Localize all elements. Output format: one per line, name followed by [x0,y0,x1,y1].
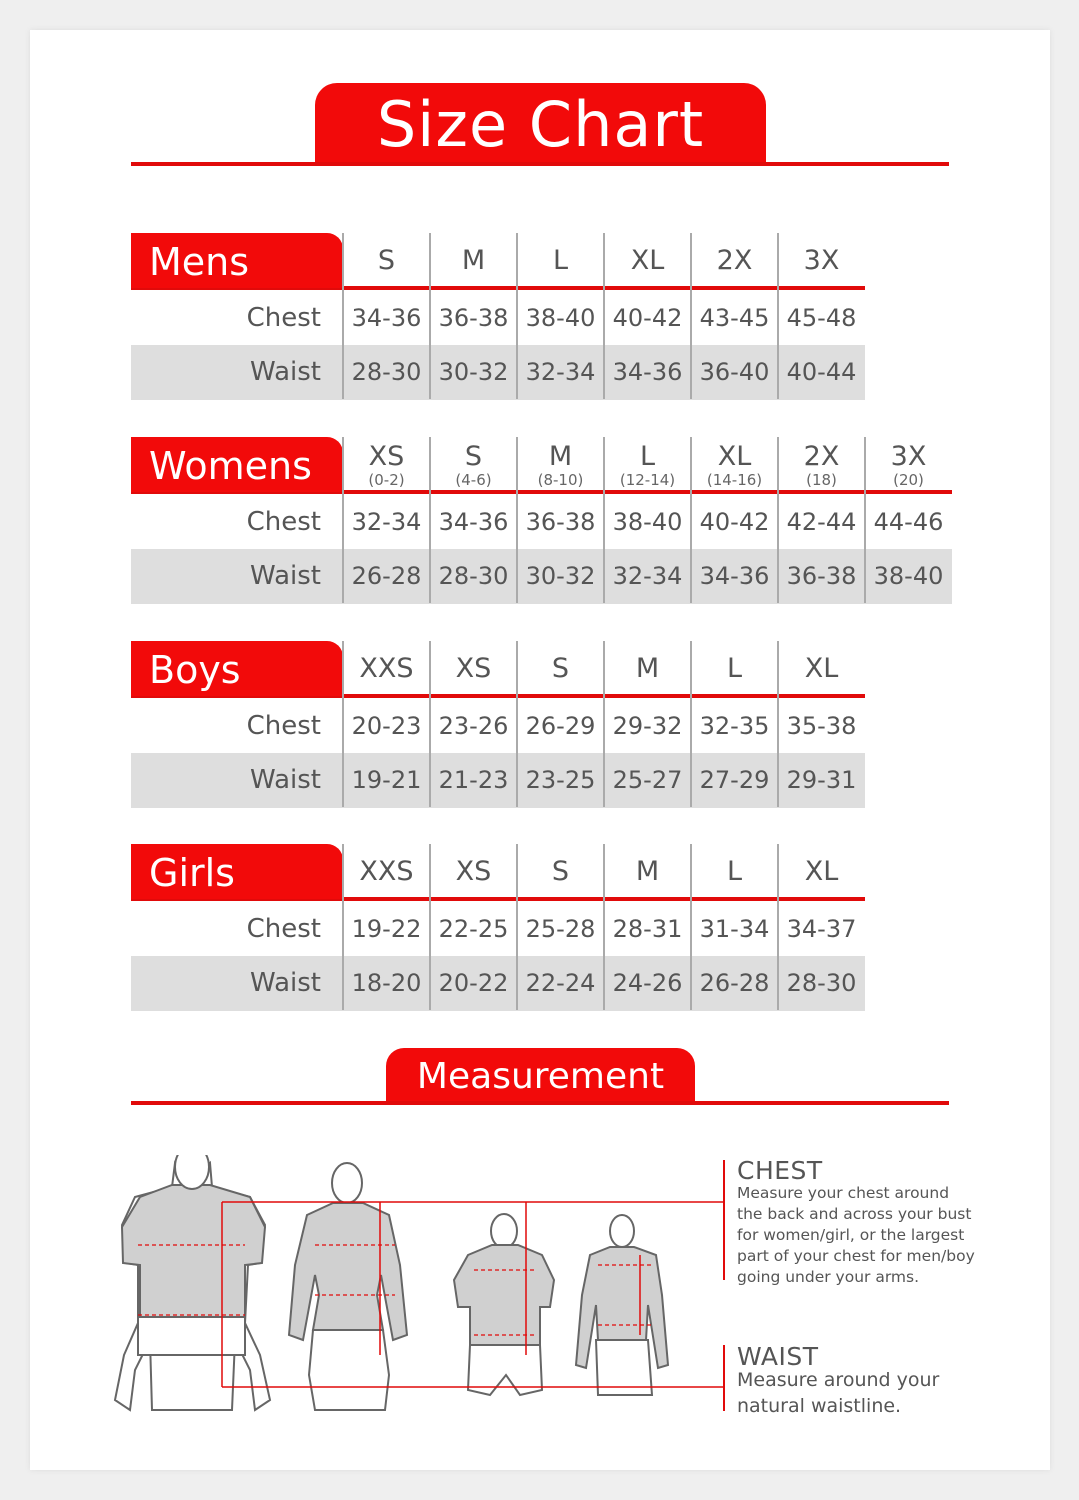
row-label: Chest [246,507,321,537]
size-header: S [551,856,570,887]
size-label: 2X [803,441,840,472]
measurement-cell: 29-31 [786,766,857,794]
chest-note-line: the back and across your bust [737,1205,972,1223]
size-header: M [635,856,660,887]
measurement-cell: 34-36 [612,358,683,386]
measurement-cell: 23-26 [438,712,509,740]
size-header [691,437,778,492]
measurement-cell: 40-42 [612,304,683,332]
size-header [865,437,952,492]
measurement-cell: 45-48 [786,304,857,332]
chest-note-bar [723,1160,725,1280]
size-header: XXS [359,856,414,887]
measurement-cell: 38-40 [873,562,944,590]
chest-note-title: CHEST [737,1156,823,1185]
measurement-cell: 38-40 [612,508,683,536]
page-title: Size Chart [315,83,766,165]
boy-figure-icon [454,1214,554,1395]
measurement-cell: 22-24 [525,969,596,997]
measurement-cell: 32-34 [612,562,683,590]
size-range: (14-16) [706,471,763,489]
measurement-cell: 23-25 [525,766,596,794]
chest-note-line: going under your arms. [737,1268,920,1286]
measurement-cell: 26-28 [699,969,770,997]
waist-note-body [737,1367,939,1419]
size-header [517,437,604,492]
size-label: XL [717,441,752,472]
measurement-cell: 25-27 [612,766,683,794]
measurement-cell: 21-23 [438,766,509,794]
measurement-cell: 20-22 [438,969,509,997]
row-label: Chest [246,303,321,333]
table-label: Mens [131,233,343,288]
measurement-cell: 25-28 [525,915,596,943]
row-label: Chest [246,711,321,741]
row-label: Waist [250,357,321,387]
woman-figure-icon [289,1163,407,1410]
measurement-cell: 36-38 [525,508,596,536]
chest-note-line: for women/girl, or the largest [737,1226,965,1244]
measurement-cell: 29-32 [612,712,683,740]
waist-note-bar [723,1345,725,1411]
chest-note-line: Measure your chest around [737,1184,950,1202]
size-header: S [377,245,396,276]
measurement-cell: 22-25 [438,915,509,943]
title-rule [131,162,949,166]
measurement-cell: 34-36 [438,508,509,536]
measurement-cell: 20-23 [351,712,422,740]
waist-note-line: Measure around your [737,1369,940,1391]
body-figures-illustration [110,1155,730,1425]
measurement-cell: 32-35 [699,712,770,740]
size-header: XXS [359,653,414,684]
measurement-cell: 28-30 [438,562,509,590]
man-figure-icon [115,1155,270,1410]
measurement-cell: 36-40 [699,358,770,386]
measurement-cell: 28-30 [786,969,857,997]
size-range: (0-2) [368,471,405,489]
measurement-cell: 34-36 [351,304,422,332]
size-label: 3X [890,441,927,472]
measurement-cell: 28-30 [351,358,422,386]
size-header [604,437,691,492]
size-range: (12-14) [619,471,676,489]
measurement-cell: 34-37 [786,915,857,943]
size-header: L [726,856,743,887]
measurement-cell: 30-32 [438,358,509,386]
measurement-cell: 31-34 [699,915,770,943]
measurement-rule [131,1101,949,1105]
measurement-cell: 19-21 [351,766,422,794]
waist-note-line: natural waistline. [737,1395,902,1417]
size-header [778,437,865,492]
measurement-cell: 27-29 [699,766,770,794]
row-label: Waist [250,561,321,591]
measurement-cell: 38-40 [525,304,596,332]
measurement-cell: 32-34 [351,508,422,536]
measurement-cell: 18-20 [351,969,422,997]
size-header: M [461,245,486,276]
size-header: XL [804,653,839,684]
row-label: Waist [250,765,321,795]
measurement-cell: 26-28 [351,562,422,590]
measurement-cell: 40-44 [786,358,857,386]
chest-note-line: part of your chest for men/boy [737,1247,975,1265]
measurement-cell: 44-46 [873,508,944,536]
size-header [430,437,517,492]
size-header: XS [455,653,492,684]
table-label: Womens [131,437,343,492]
size-header: 2X [716,245,753,276]
size-header: S [551,653,570,684]
measurement-cell: 28-31 [612,915,683,943]
size-range: (4-6) [455,471,492,489]
size-label: S [464,441,483,472]
size-range: (8-10) [537,471,584,489]
measurement-cell: 34-36 [699,562,770,590]
measurement-cell: 30-32 [525,562,596,590]
waist-note-title: WAIST [737,1342,819,1371]
table-label: Boys [131,641,343,696]
row-label: Chest [246,914,321,944]
size-header: M [635,653,660,684]
size-header: XL [804,856,839,887]
measurement-cell: 40-42 [699,508,770,536]
size-label: M [548,441,573,472]
measurement-title: Measurement [386,1048,695,1104]
measurement-cell: 32-34 [525,358,596,386]
size-range: (20) [893,471,924,489]
size-header: XS [455,856,492,887]
size-header: L [552,245,569,276]
size-header: 3X [803,245,840,276]
measurement-cell: 24-26 [612,969,683,997]
row-label: Waist [250,968,321,998]
measurement-cell: 36-38 [786,562,857,590]
measurement-cell: 43-45 [699,304,770,332]
measurement-cell: 19-22 [351,915,422,943]
size-header: XL [630,245,665,276]
measurement-cell: 35-38 [786,712,857,740]
size-label: L [639,441,656,472]
measurement-cell: 42-44 [786,508,857,536]
size-label: XS [368,441,405,472]
table-label: Girls [131,844,343,899]
size-range: (18) [806,471,837,489]
measurement-cell: 26-29 [525,712,596,740]
size-header [343,437,430,492]
girl-figure-icon [576,1215,668,1395]
size-header: L [726,653,743,684]
measurement-cell: 36-38 [438,304,509,332]
chest-note-body [737,1183,975,1288]
